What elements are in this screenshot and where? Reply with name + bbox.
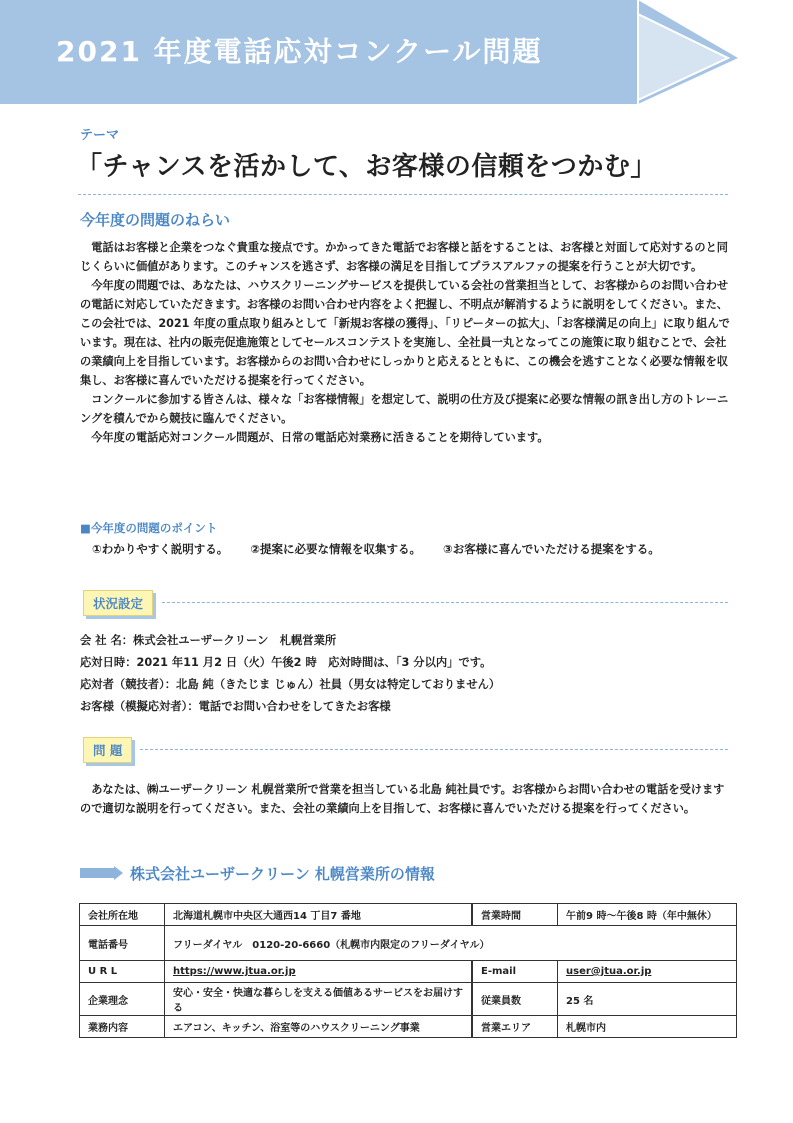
hours-value: 午前9 時～午後8 時（年中無休） bbox=[558, 904, 737, 926]
company-heading-text: 株式会社ユーザークリーン 札幌営業所の情報 bbox=[130, 865, 435, 883]
point-item: ②提案に必要な情報を収集する。 bbox=[250, 542, 422, 556]
email-link[interactable]: user@jtua.or.jp bbox=[566, 966, 652, 977]
heading-arrow-icon bbox=[114, 866, 123, 880]
page-title: 2021 年度電話応対コンクール問題 bbox=[56, 35, 543, 68]
address-value: 北海道札幌市中央区大通西14 丁目7 番地 bbox=[165, 904, 473, 926]
aims-paragraph: 今年度の問題では、あなたは、ハウスクリーニングサービスを提供している会社の営業担当として、お客様からのお問い合わせの電話に対応していただきます。お客様のお問い合わせ内容をよく把握し、不明点が解消するように説明をしてください。また、この会社では、2021 年度の重点取り組みとして「新規お客様の獲得」、「リピーターの拡大」、「お客様満足の向上」に取り組んでいます。現在は、社内の販売促進施策としてセールスコンテストを実施し、全社員一丸となってこの施策に取り組むことで、会社の業績向上を目指しています。お客様からのお問い合わせにしっかりと応えるとともに、この機会を逃すことなく必要な情報を収集し、お客様に喜んでいただける提案を行ってください。 bbox=[80, 279, 730, 387]
problem-divider bbox=[140, 749, 728, 750]
business-label: 業務内容 bbox=[80, 1016, 165, 1038]
problem-tag: 問 題 bbox=[83, 737, 132, 763]
situation-divider bbox=[162, 602, 728, 603]
area-value: 札幌市内 bbox=[558, 1016, 737, 1038]
table-row bbox=[80, 983, 737, 1016]
aims-paragraph: 今年度の電話応対コンクール問題が、日常の電話応対業務に活きることを期待しています。 bbox=[91, 431, 549, 444]
points-list bbox=[92, 541, 678, 557]
table-row bbox=[80, 904, 737, 926]
theme-label: テーマ bbox=[80, 128, 120, 143]
theme-divider bbox=[78, 194, 728, 195]
title-banner bbox=[0, 0, 793, 110]
table-row bbox=[80, 961, 737, 983]
situation-company: 会 社 名：株式会社ユーザークリーン 札幌営業所 bbox=[80, 634, 337, 647]
theme-title: 「チャンスを活かして、お客様の信頼をつかむ」 bbox=[76, 152, 657, 182]
table-row bbox=[80, 926, 737, 961]
employees-value: 25 名 bbox=[558, 983, 737, 1016]
table-row bbox=[80, 1016, 737, 1038]
philosophy-label: 企業理念 bbox=[80, 983, 165, 1016]
hours-label: 営業時間 bbox=[472, 904, 558, 926]
aims-paragraph: 電話はお客様と企業をつなぐ貴重な接点です。かかってきた電話でお客様と話をすることは、お客様と対面して応対するのと同じくらいに価値があります。このチャンスを逃さず、お客様の満足を目指してプラスアルファの提案を行うことが大切です。 bbox=[80, 241, 728, 273]
aims-heading: 今年度の問題のねらい bbox=[80, 211, 231, 229]
points-heading: ■今年度の問題のポイント bbox=[80, 521, 218, 535]
business-value: エアコン、キッチン、浴室等のハウスクリーニング事業 bbox=[165, 1016, 473, 1038]
url-value bbox=[165, 961, 473, 983]
philosophy-value: 安心・安全・快適な暮らしを支える価値あるサービスをお届けする bbox=[165, 983, 473, 1016]
situation-tag: 状況設定 bbox=[83, 590, 153, 616]
employees-label: 従業員数 bbox=[472, 983, 558, 1016]
email-label: E-mail bbox=[472, 961, 558, 983]
heading-bar-icon bbox=[80, 868, 114, 878]
aims-body bbox=[80, 238, 730, 447]
company-info-table bbox=[79, 903, 737, 1038]
phone-label: 電話番号 bbox=[80, 926, 165, 961]
aims-paragraph: コンクールに参加する皆さんは、様々な「お客様情報」を想定して、説明の仕方及び提案に必要な情報の訊き出し方のトレーニングを積んでから競技に臨んでください。 bbox=[80, 393, 729, 425]
point-item: ③お客様に喜んでいただける提案をする。 bbox=[443, 542, 660, 556]
url-label: U R L bbox=[80, 961, 165, 983]
address-label: 会社所在地 bbox=[80, 904, 165, 926]
email-value bbox=[558, 961, 737, 983]
situation-datetime: 応対日時：2021 年11 月2 日（火）午後2 時 応対時間は、「3 分以内」です。 bbox=[80, 656, 492, 669]
situation-customer: お客様（模擬応対者）：電話でお問い合わせをしてきたお客様 bbox=[80, 700, 391, 713]
problem-text: あなたは、㈱ユーザークリーン 札幌営業所で営業を担当している北島 純社員です。お客様からお問い合わせの電話を受けますので適切な説明を行ってください。また、会社の業績向上を目指して、お客様に喜んでいただける提案を行ってください。 bbox=[80, 783, 725, 815]
point-item: ①わかりやすく説明する。 bbox=[92, 542, 229, 556]
phone-value: フリーダイヤル 0120-20-6660（札幌市内限定のフリーダイヤル） bbox=[165, 926, 737, 961]
area-label: 営業エリア bbox=[472, 1016, 558, 1038]
situation-responder: 応対者（競技者）：北島 純（きたじま じゅん）社員（男女は特定しておりません） bbox=[80, 678, 501, 691]
problem-body bbox=[80, 780, 730, 818]
url-link[interactable]: https://www.jtua.or.jp bbox=[173, 966, 296, 977]
